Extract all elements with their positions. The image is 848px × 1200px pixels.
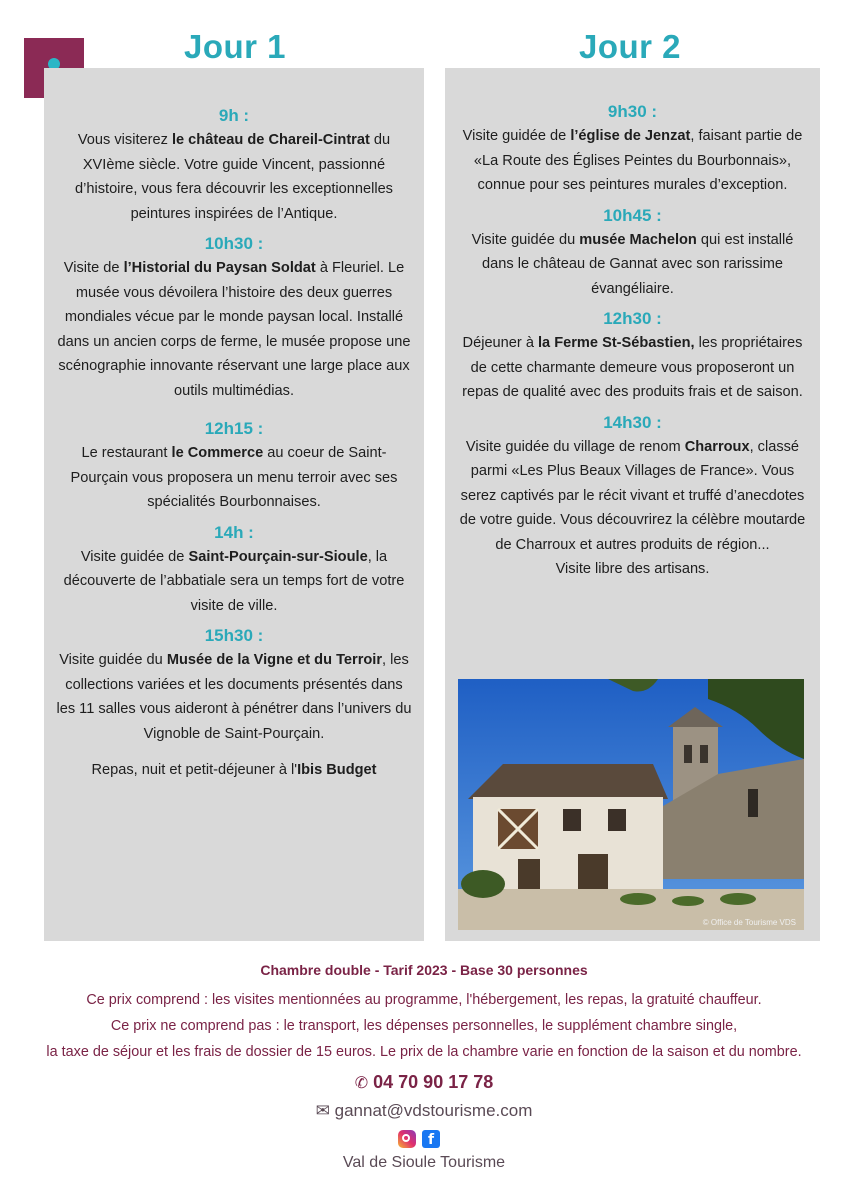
day1-item bbox=[54, 104, 414, 226]
time-label: 12h30 : bbox=[603, 309, 662, 328]
day2-item bbox=[455, 411, 810, 558]
time-label: 9h : bbox=[218, 106, 250, 125]
item-place: Musée de la Vigne et du Terroir bbox=[166, 652, 383, 668]
time-label: 14h30 : bbox=[603, 412, 662, 432]
item-text: Visite guidée du bbox=[471, 231, 580, 248]
time-label: 10h30 : bbox=[204, 234, 264, 253]
pricing-excludes: Ce prix ne comprend pas : le transport, les dépenses personnelles, le supplément chambre single, bbox=[110, 1018, 738, 1034]
day1-closing bbox=[54, 758, 414, 783]
time-label: 9h30 : bbox=[607, 102, 658, 121]
day2-item bbox=[455, 307, 810, 405]
item-text: Visite guidée de bbox=[462, 128, 571, 144]
item-text: au coeur de Saint-Pourçain vous proposera un menu terroir avec ses spécialités Bourbonnaises. bbox=[70, 445, 398, 510]
item-text: Visite guidée du village de renom bbox=[465, 438, 685, 455]
time-label: 12h15 : bbox=[204, 419, 264, 438]
day1-item bbox=[54, 624, 414, 746]
day2-item bbox=[455, 100, 810, 198]
pricing-note: la taxe de séjour et les frais de dossier de 15 euros. Le prix de la chambre varie en fonction de la saison et du nombre. bbox=[46, 1044, 802, 1060]
item-text: les propriétaires de cette charmante demeure vous proposeront un repas de qualité avec des produits frais et de saison. bbox=[462, 335, 803, 400]
day2-closing: Visite libre des artisans. bbox=[555, 561, 710, 577]
item-text: Visite guidée du bbox=[59, 652, 167, 668]
item-text: à Fleuriel. Le musée vous dévoilera l’histoire des deux guerres mondiales vécue par le monde paysan local. Installé dans un ancien corps de ferme, le musée propose une scénographie innovante réservant une large place aux outils multimédias. bbox=[57, 260, 411, 399]
time-label: 15h30 : bbox=[204, 626, 264, 645]
phone-icon: ✆ bbox=[354, 1075, 369, 1092]
item-place: Charroux bbox=[684, 438, 750, 455]
item-place: l’Historial du Paysan Soldat bbox=[123, 260, 316, 276]
item-text: , faisant partie de «La Route des Églises Peintes du Bourbonnais», connue pour ses peintures murales d’exception. bbox=[473, 128, 803, 193]
item-place: la Ferme St-Sébastien, bbox=[538, 335, 695, 351]
item-place: le Commerce bbox=[171, 445, 264, 461]
item-text: , la découverte de l’abbatiale sera un temps fort de votre visite de ville. bbox=[63, 548, 405, 614]
social-links bbox=[398, 1130, 440, 1148]
item-text: Vous visiterez bbox=[77, 132, 172, 148]
contact-phone[interactable] bbox=[0, 1072, 848, 1093]
item-text: qui est installé dans le château de Gannat avec son rarissime évangéliaire. bbox=[482, 231, 794, 297]
pricing-heading: Chambre double - Tarif 2023 - Base 30 personnes bbox=[260, 962, 588, 978]
item-place: Saint-Pourçain-sur-Sioule bbox=[188, 548, 368, 565]
time-label: 14h : bbox=[214, 522, 254, 542]
item-text: Le restaurant bbox=[81, 445, 172, 461]
day1-item bbox=[54, 521, 414, 619]
item-text: Déjeuner à bbox=[462, 335, 538, 351]
day1-panel bbox=[44, 68, 424, 941]
village-photo bbox=[458, 679, 804, 930]
time-label: 10h45 : bbox=[603, 205, 662, 225]
item-place: l’église de Jenzat bbox=[570, 128, 691, 144]
item-place: le château de Chareil-Cintrat bbox=[171, 132, 370, 148]
closing-text: Repas, nuit et petit-déjeuner à l' bbox=[91, 762, 298, 778]
pricing-includes: Ce prix comprend : les visites mentionnées au programme, l'hébergement, les repas, la gratuité chauffeur. bbox=[86, 992, 762, 1008]
hotel-name: Ibis Budget bbox=[297, 762, 377, 778]
item-text: , les collections variées et les documents présentés dans les 11 salles vous aideront à pénétrer dans l’univers du Vignoble de Saint-Pourçain. bbox=[56, 652, 412, 742]
day1-item bbox=[54, 417, 414, 515]
instagram-icon[interactable] bbox=[398, 1130, 416, 1148]
day2-item bbox=[455, 204, 810, 302]
day2-title: Jour 2 bbox=[578, 28, 682, 65]
item-text: du XVIème siècle. Votre guide Vincent, passionné d’histoire, vous fera découvrir les exceptionnelles peintures inspirées de l’Antique. bbox=[75, 132, 393, 222]
day1-item bbox=[54, 232, 414, 403]
item-text: , classé parmi «Les Plus Beaux Villages de France». Vous serez captivés par le récit vivant et truffé d’anecdotes de votre guide. Vous découvrirez la célèbre moutarde de Charroux et autres produits de région... bbox=[459, 438, 806, 553]
brand-name: Val de Sioule Tourisme bbox=[342, 1154, 506, 1171]
item-place: musée Machelon bbox=[579, 231, 697, 248]
envelope-icon: ✉ bbox=[315, 1101, 330, 1120]
item-text: Visite guidée de bbox=[80, 548, 189, 565]
day1-title: Jour 1 bbox=[183, 28, 287, 65]
photo-credit: © Office de Tourisme VDS bbox=[702, 918, 796, 927]
phone-number[interactable]: 04 70 90 17 78 bbox=[373, 1072, 494, 1092]
item-text: Visite de bbox=[63, 260, 124, 276]
contact-email[interactable] bbox=[0, 1101, 848, 1121]
email-address[interactable]: gannat@vdstourisme.com bbox=[334, 1101, 533, 1120]
facebook-icon[interactable]: f bbox=[422, 1130, 440, 1148]
